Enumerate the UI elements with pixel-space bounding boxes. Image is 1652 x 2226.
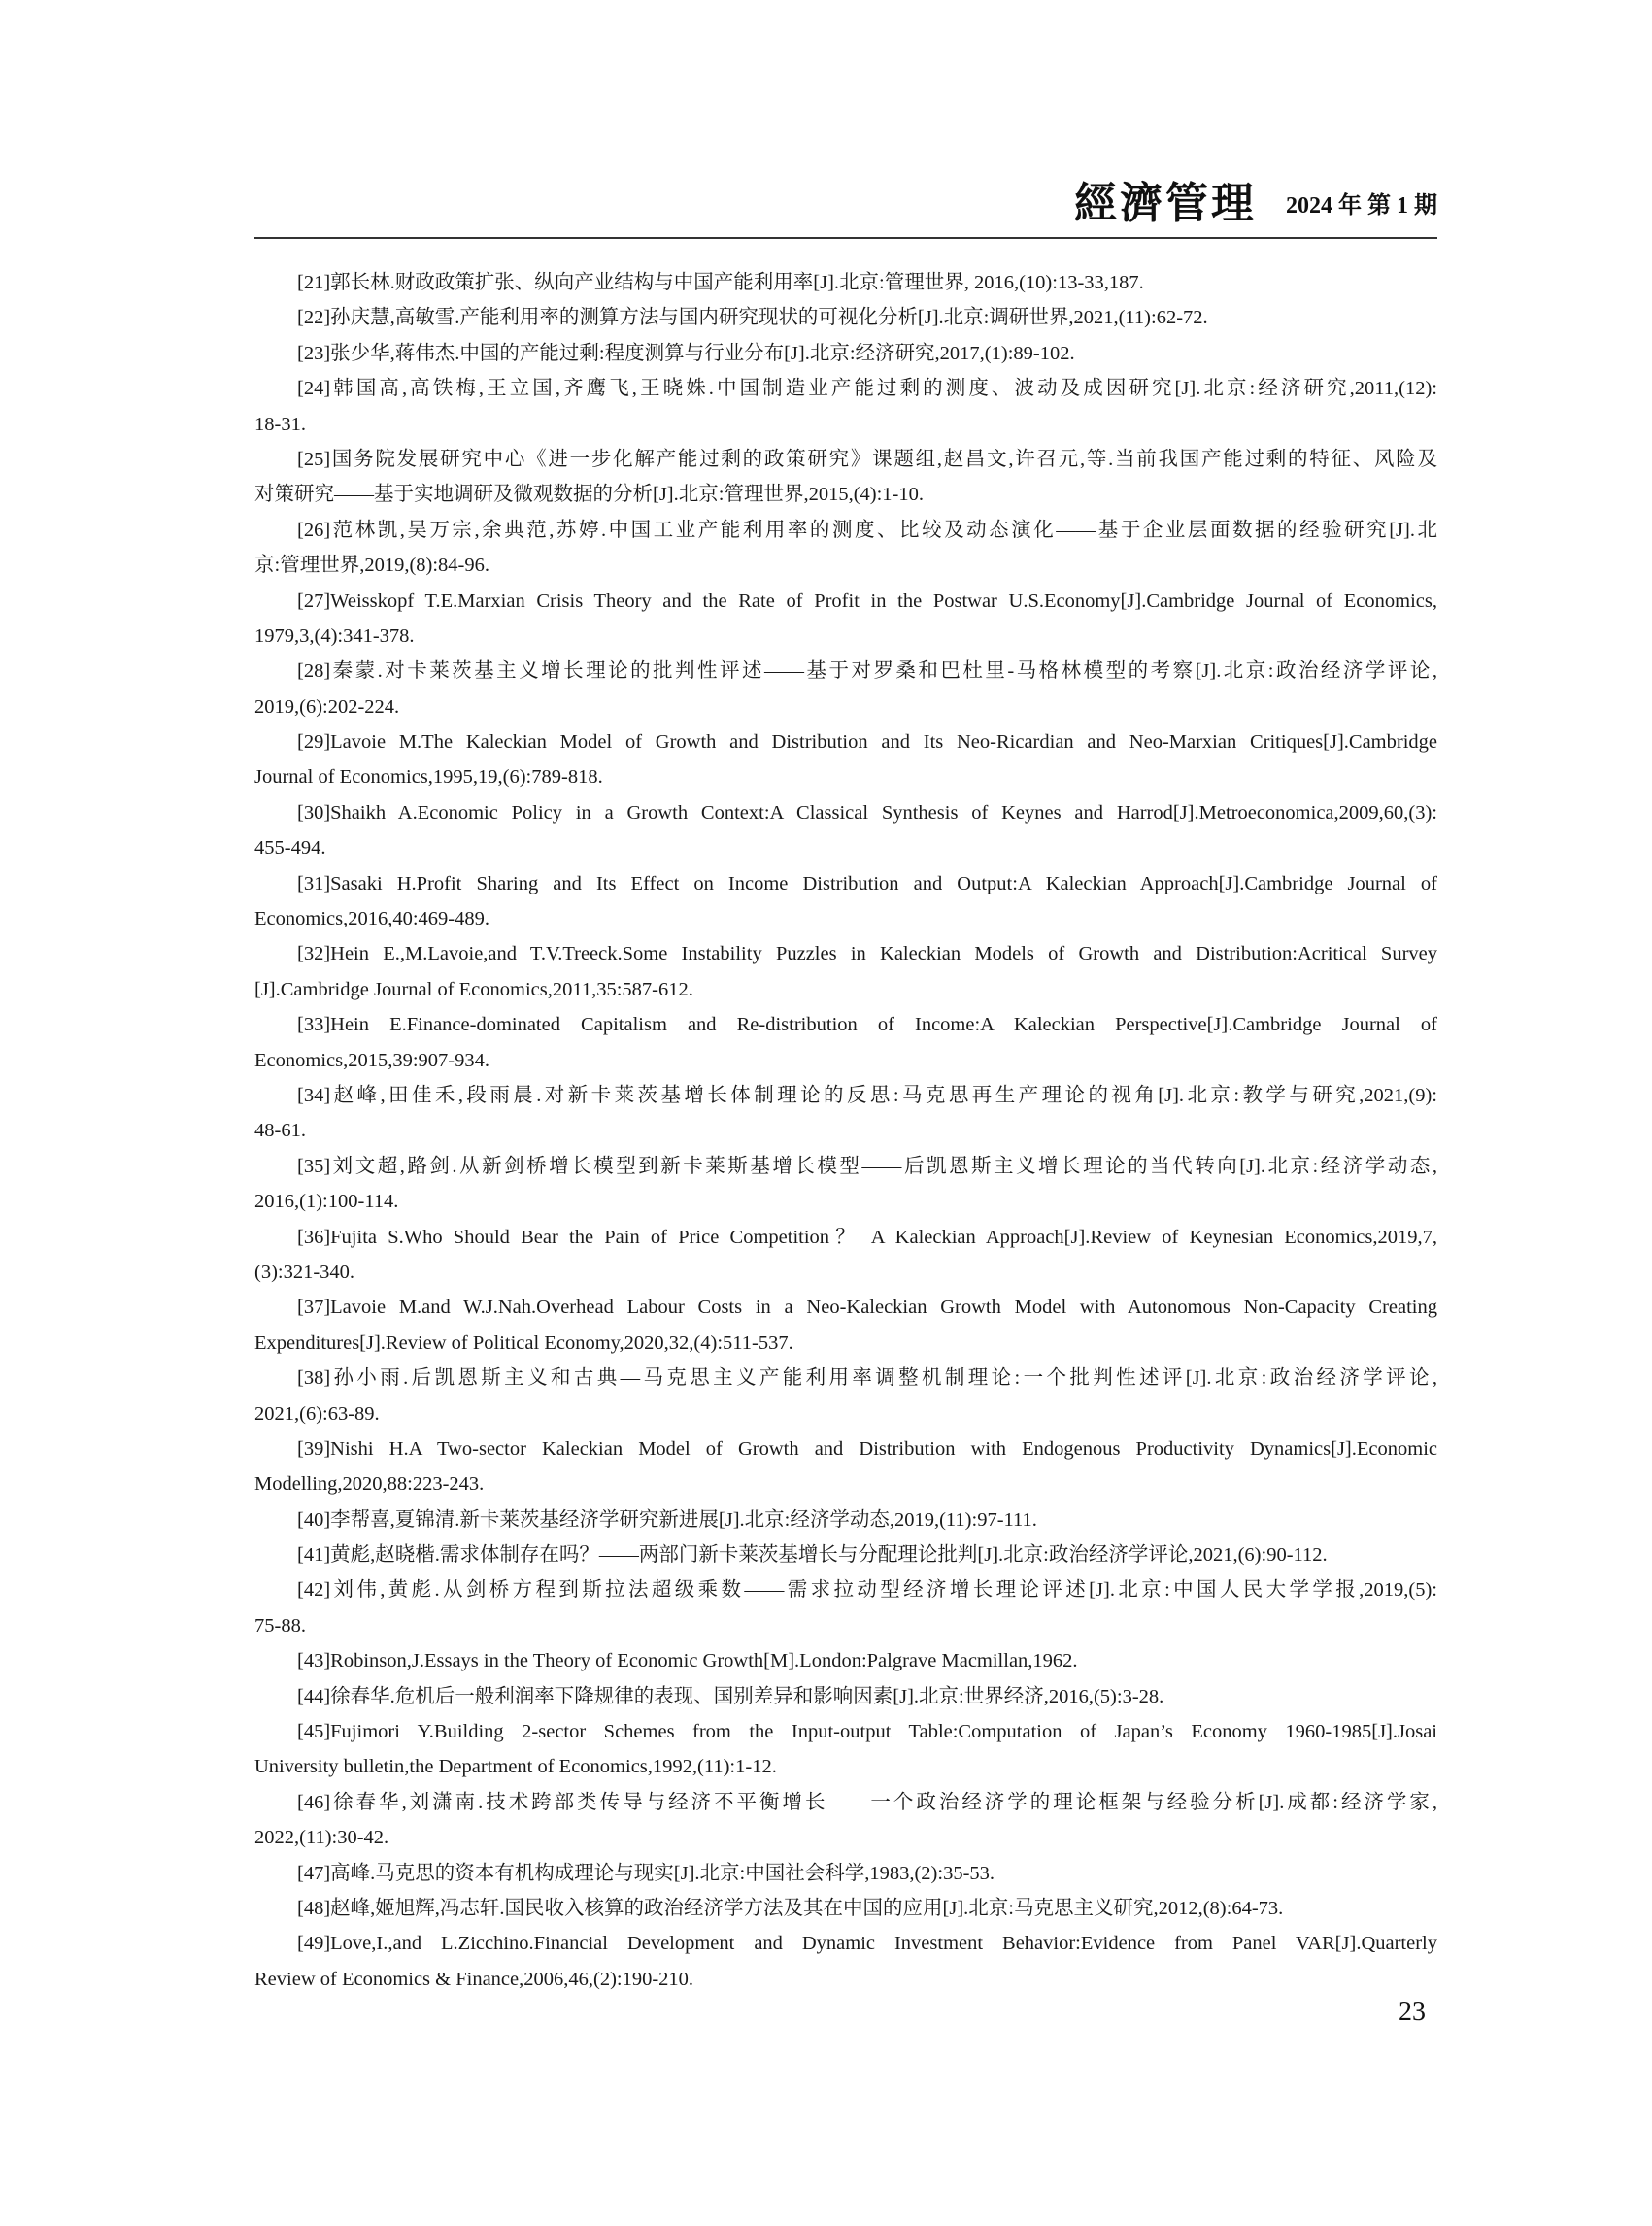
reference-line: 对策研究——基于实地调研及微观数据的分析[J].北京:管理世界,2015,(4):1-10. xyxy=(254,484,925,506)
reference-item xyxy=(254,1502,1437,1537)
reference-line: [38]孙小雨.后凯恩斯主义和古典—马克思主义产能利用率调整机制理论:一个批判性述评[J].北京:政治经济学评论, xyxy=(297,1367,1437,1390)
reference-item xyxy=(254,1785,1437,1856)
reference-line: 18-31. xyxy=(254,413,306,435)
reference-item xyxy=(254,1643,1437,1678)
reference-item xyxy=(254,1007,1437,1078)
reference-line: Expenditures[J].Review of Political Economy,2020,32,(4):511-537. xyxy=(254,1332,793,1354)
reference-line: [24]韩国高,高铁梅,王立国,齐鹰飞,王晓姝.中国制造业产能过剩的测度、波动及成因研究[J].北京:经济研究,2011,(12): xyxy=(297,378,1437,400)
reference-line: [47]高峰.马克思的资本有机构成理论与现实[J].北京:中国社会科学,1983,(2):35-53. xyxy=(297,1862,995,1884)
reference-line: [35]刘文超,路剑.从新剑桥增长模型到新卡莱斯基增长模型——后凯恩斯主义增长理论的当代转向[J].北京:经济学动态, xyxy=(297,1155,1437,1177)
reference-item xyxy=(254,371,1437,442)
reference-line: 455-494. xyxy=(254,837,326,860)
reference-list xyxy=(254,265,1437,1997)
reference-line: [28]秦蒙.对卡莱茨基主义增长理论的批判性评述——基于对罗桑和巴杜里-马格林模型的考察[J].北京:政治经济学评论, xyxy=(297,660,1437,683)
reference-line: Economics,2015,39:907-934. xyxy=(254,1049,489,1071)
reference-item xyxy=(254,1679,1437,1714)
page-number: 23 xyxy=(1399,1997,1426,2027)
reference-line: [36]Fujita S.Who Should Bear the Pain of Price Competition？ A Kaleckian Approach[J].Review of Keynesian Economics,2019,7, xyxy=(297,1226,1437,1248)
reference-line: [25]国务院发展研究中心《进一步化解产能过剩的政策研究》课题组,赵昌文,许召元,等.当前我国产能过剩的特征、风险及 xyxy=(297,448,1437,470)
reference-line: [34]赵峰,田佳禾,段雨晨.对新卡莱茨基增长体制理论的反思:马克思再生产理论的视角[J].北京:教学与研究,2021,(9): xyxy=(297,1084,1437,1106)
reference-item xyxy=(254,795,1437,866)
reference-item xyxy=(254,654,1437,725)
reference-line: [22]孙庆慧,高敏雪.产能利用率的测算方法与国内研究现状的可视化分析[J].北京:调研世界,2021,(11):62-72. xyxy=(297,307,1208,329)
reference-line: Journal of Economics,1995,19,(6):789-818. xyxy=(254,766,603,789)
reference-item xyxy=(254,1149,1437,1220)
reference-item xyxy=(254,1432,1437,1502)
reference-line: 2021,(6):63-89. xyxy=(254,1402,380,1425)
header-rule xyxy=(254,237,1437,239)
reference-line: [29]Lavoie M.The Kaleckian Model of Growth and Distribution and Its Neo-Ricardian and Neo-Marxian Critiques[J].Cambridge xyxy=(297,731,1437,754)
reference-item xyxy=(254,1856,1437,1891)
reference-line: [23]张少华,蒋伟杰.中国的产能过剩:程度测算与行业分布[J].北京:经济研究,2017,(1):89-102. xyxy=(297,342,1075,364)
reference-item xyxy=(254,1572,1437,1643)
reference-line: [J].Cambridge Journal of Economics,2011,35:587-612. xyxy=(254,978,693,1000)
reference-line: [41]黄彪,赵晓楷.需求体制存在吗？——两部门新卡莱茨基增长与分配理论批判[J].北京:政治经济学评论,2021,(6):90-112. xyxy=(297,1544,1328,1567)
reference-line: [43]Robinson,J.Essays in the Theory of Economic Growth[M].London:Palgrave Macmillan,1962. xyxy=(297,1650,1078,1672)
reference-line: 75-88. xyxy=(254,1614,306,1636)
reference-item xyxy=(254,1220,1437,1291)
reference-item xyxy=(254,1926,1437,1997)
reference-line: (3):321-340. xyxy=(254,1261,355,1283)
reference-item xyxy=(254,866,1437,937)
reference-item xyxy=(254,513,1437,584)
reference-line: [32]Hein E.,M.Lavoie,and T.V.Treeck.Some Instability Puzzles in Kaleckian Models of Growth and Distribution:Acritical Survey xyxy=(297,943,1437,965)
reference-item xyxy=(254,336,1437,371)
reference-line: [48]赵峰,姬旭辉,冯志轩.国民收入核算的政治经济学方法及其在中国的应用[J].北京:马克思主义研究,2012,(8):64-73. xyxy=(297,1897,1284,1919)
reference-line: [49]Love,I.,and L.Zicchino.Financial Development and Dynamic Investment Behavior:Evidence from Panel VAR[J].Quarterly xyxy=(297,1933,1437,1955)
reference-line: [21]郭长林.财政政策扩张、纵向产业结构与中国产能利用率[J].北京:管理世界, 2016,(10):13-33,187. xyxy=(297,272,1144,293)
reference-item xyxy=(254,1361,1437,1432)
reference-line: 2022,(11):30-42. xyxy=(254,1827,389,1849)
reference-item xyxy=(254,725,1437,795)
reference-item xyxy=(254,1714,1437,1785)
reference-line: [31]Sasaki H.Profit Sharing and Its Effect on Income Distribution and Output:A Kaleckian Approach[J].Cambridge Journal of xyxy=(297,872,1437,894)
reference-item xyxy=(254,265,1437,300)
reference-item xyxy=(254,584,1437,655)
reference-line: University bulletin,the Department of Economics,1992,(11):1-12. xyxy=(254,1756,777,1778)
reference-line: 48-61. xyxy=(254,1120,306,1142)
reference-line: Economics,2016,40:469-489. xyxy=(254,908,489,930)
reference-line: 1979,3,(4):341-378. xyxy=(254,624,415,647)
issue-label: 2024 年 第 1 期 xyxy=(1286,193,1437,219)
reference-line: [42]刘伟,黄彪.从剑桥方程到斯拉法超级乘数——需求拉动型经济增长理论评述[J].北京:中国人民大学学报,2019,(5): xyxy=(297,1579,1437,1602)
reference-line: 2016,(1):100-114. xyxy=(254,1191,399,1213)
journal-logo: 經濟管理 xyxy=(1074,179,1257,228)
reference-line: [26]范林凯,吴万宗,余典范,苏婷.中国工业产能利用率的测度、比较及动态演化——基于企业层面数据的经验研究[J].北 xyxy=(297,519,1437,541)
reference-line: [45]Fujimori Y.Building 2-sector Schemes from the Input-output Table:Computation of Japan’s Economy 1960-1985[J].Josai xyxy=(297,1721,1437,1743)
reference-line: [40]李帮喜,夏锦清.新卡莱茨基经济学研究新进展[J].北京:经济学动态,2019,(11):97-111. xyxy=(297,1508,1037,1531)
reference-item xyxy=(254,1078,1437,1149)
reference-item xyxy=(254,1891,1437,1926)
reference-line: [46]徐春华,刘潇南.技术跨部类传导与经济不平衡增长——一个政治经济学的理论框架与经验分析[J].成都:经济学家, xyxy=(297,1791,1437,1813)
reference-item xyxy=(254,936,1437,1007)
reference-line: Modelling,2020,88:223-243. xyxy=(254,1473,485,1496)
reference-item xyxy=(254,1537,1437,1572)
reference-line: [33]Hein E.Finance-dominated Capitalism and Re-distribution of Income:A Kaleckian Perspective[J].Cambridge Journal of xyxy=(297,1014,1437,1036)
reference-line: [44]徐春华.危机后一般利润率下降规律的表现、国别差异和影响因素[J].北京:世界经济,2016,(5):3-28. xyxy=(297,1685,1164,1707)
reference-item xyxy=(254,442,1437,513)
reference-line: [39]Nishi H.A Two-sector Kaleckian Model of Growth and Distribution with Endogenous Productivity Dynamics[J].Economic xyxy=(297,1437,1437,1460)
reference-line: [30]Shaikh A.Economic Policy in a Growth Context:A Classical Synthesis of Keynes and Harrod[J].Metroeconomica,2009,60,(3): xyxy=(297,801,1437,824)
reference-line: Review of Economics & Finance,2006,46,(2):190-210. xyxy=(254,1968,694,1990)
reference-item xyxy=(254,300,1437,335)
reference-line: [37]Lavoie M.and W.J.Nah.Overhead Labour Costs in a Neo-Kaleckian Growth Model with Autonomous Non-Capacity Creating xyxy=(297,1297,1437,1319)
reference-line: [27]Weisskopf T.E.Marxian Crisis Theory and the Rate of Profit in the Postwar U.S.Economy[J].Cambridge Journal of Economics, xyxy=(297,590,1437,612)
reference-line: 京:管理世界,2019,(8):84-96. xyxy=(254,555,489,577)
reference-item xyxy=(254,1290,1437,1361)
reference-line: 2019,(6):202-224. xyxy=(254,695,400,718)
